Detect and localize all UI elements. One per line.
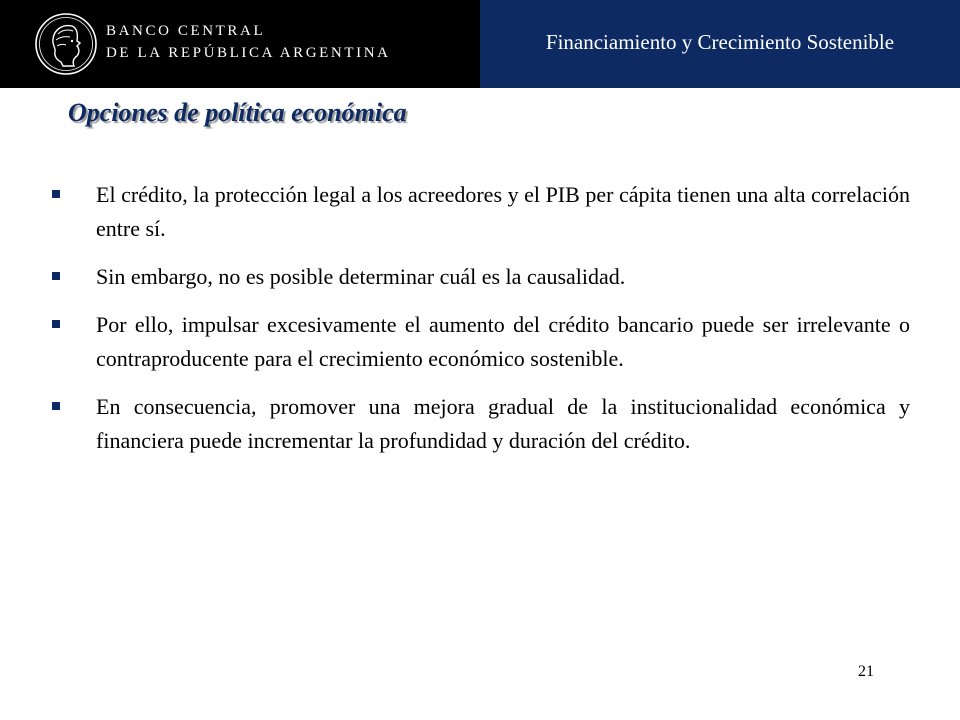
bullet-item [50,178,910,246]
presentation-title: Financiamiento y Crecimiento Sostenible [545,29,895,54]
bullet-text: En consecuencia, promover una mejora gradual de la institucionalidad económica y financiera puede incrementar la profundidad y duración del crédito. [96,394,910,453]
slide-title: Opciones de política económica [68,98,407,127]
bullet-text: El crédito, la protección legal a los acreedores y el PIB per cápita tienen una alta correlación entre sí. [96,182,910,241]
bullet-list [50,178,910,472]
bullet-item [50,390,910,458]
square-bullet-icon [52,190,60,198]
bullet-text: Por ello, impulsar excesivamente el aumento del crédito bancario puede ser irrelevante o contraproducente para el crecimiento económico sostenible. [96,312,910,371]
square-bullet-icon [52,402,60,410]
central-bank-seal-icon [34,12,98,76]
square-bullet-icon [52,272,60,280]
page-number: 21 [858,663,874,680]
header-brand-panel [0,0,480,88]
header-title-panel [480,0,960,88]
bullet-item [50,260,910,294]
square-bullet-icon [52,320,60,328]
bullet-item [50,308,910,376]
bank-name-line1: BANCO CENTRAL [106,23,266,39]
bank-name [106,20,391,64]
bank-name-line2: DE LA REPÚBLICA ARGENTINA [106,45,391,61]
bullet-text: Sin embargo, no es posible determinar cuál es la causalidad. [96,264,626,289]
